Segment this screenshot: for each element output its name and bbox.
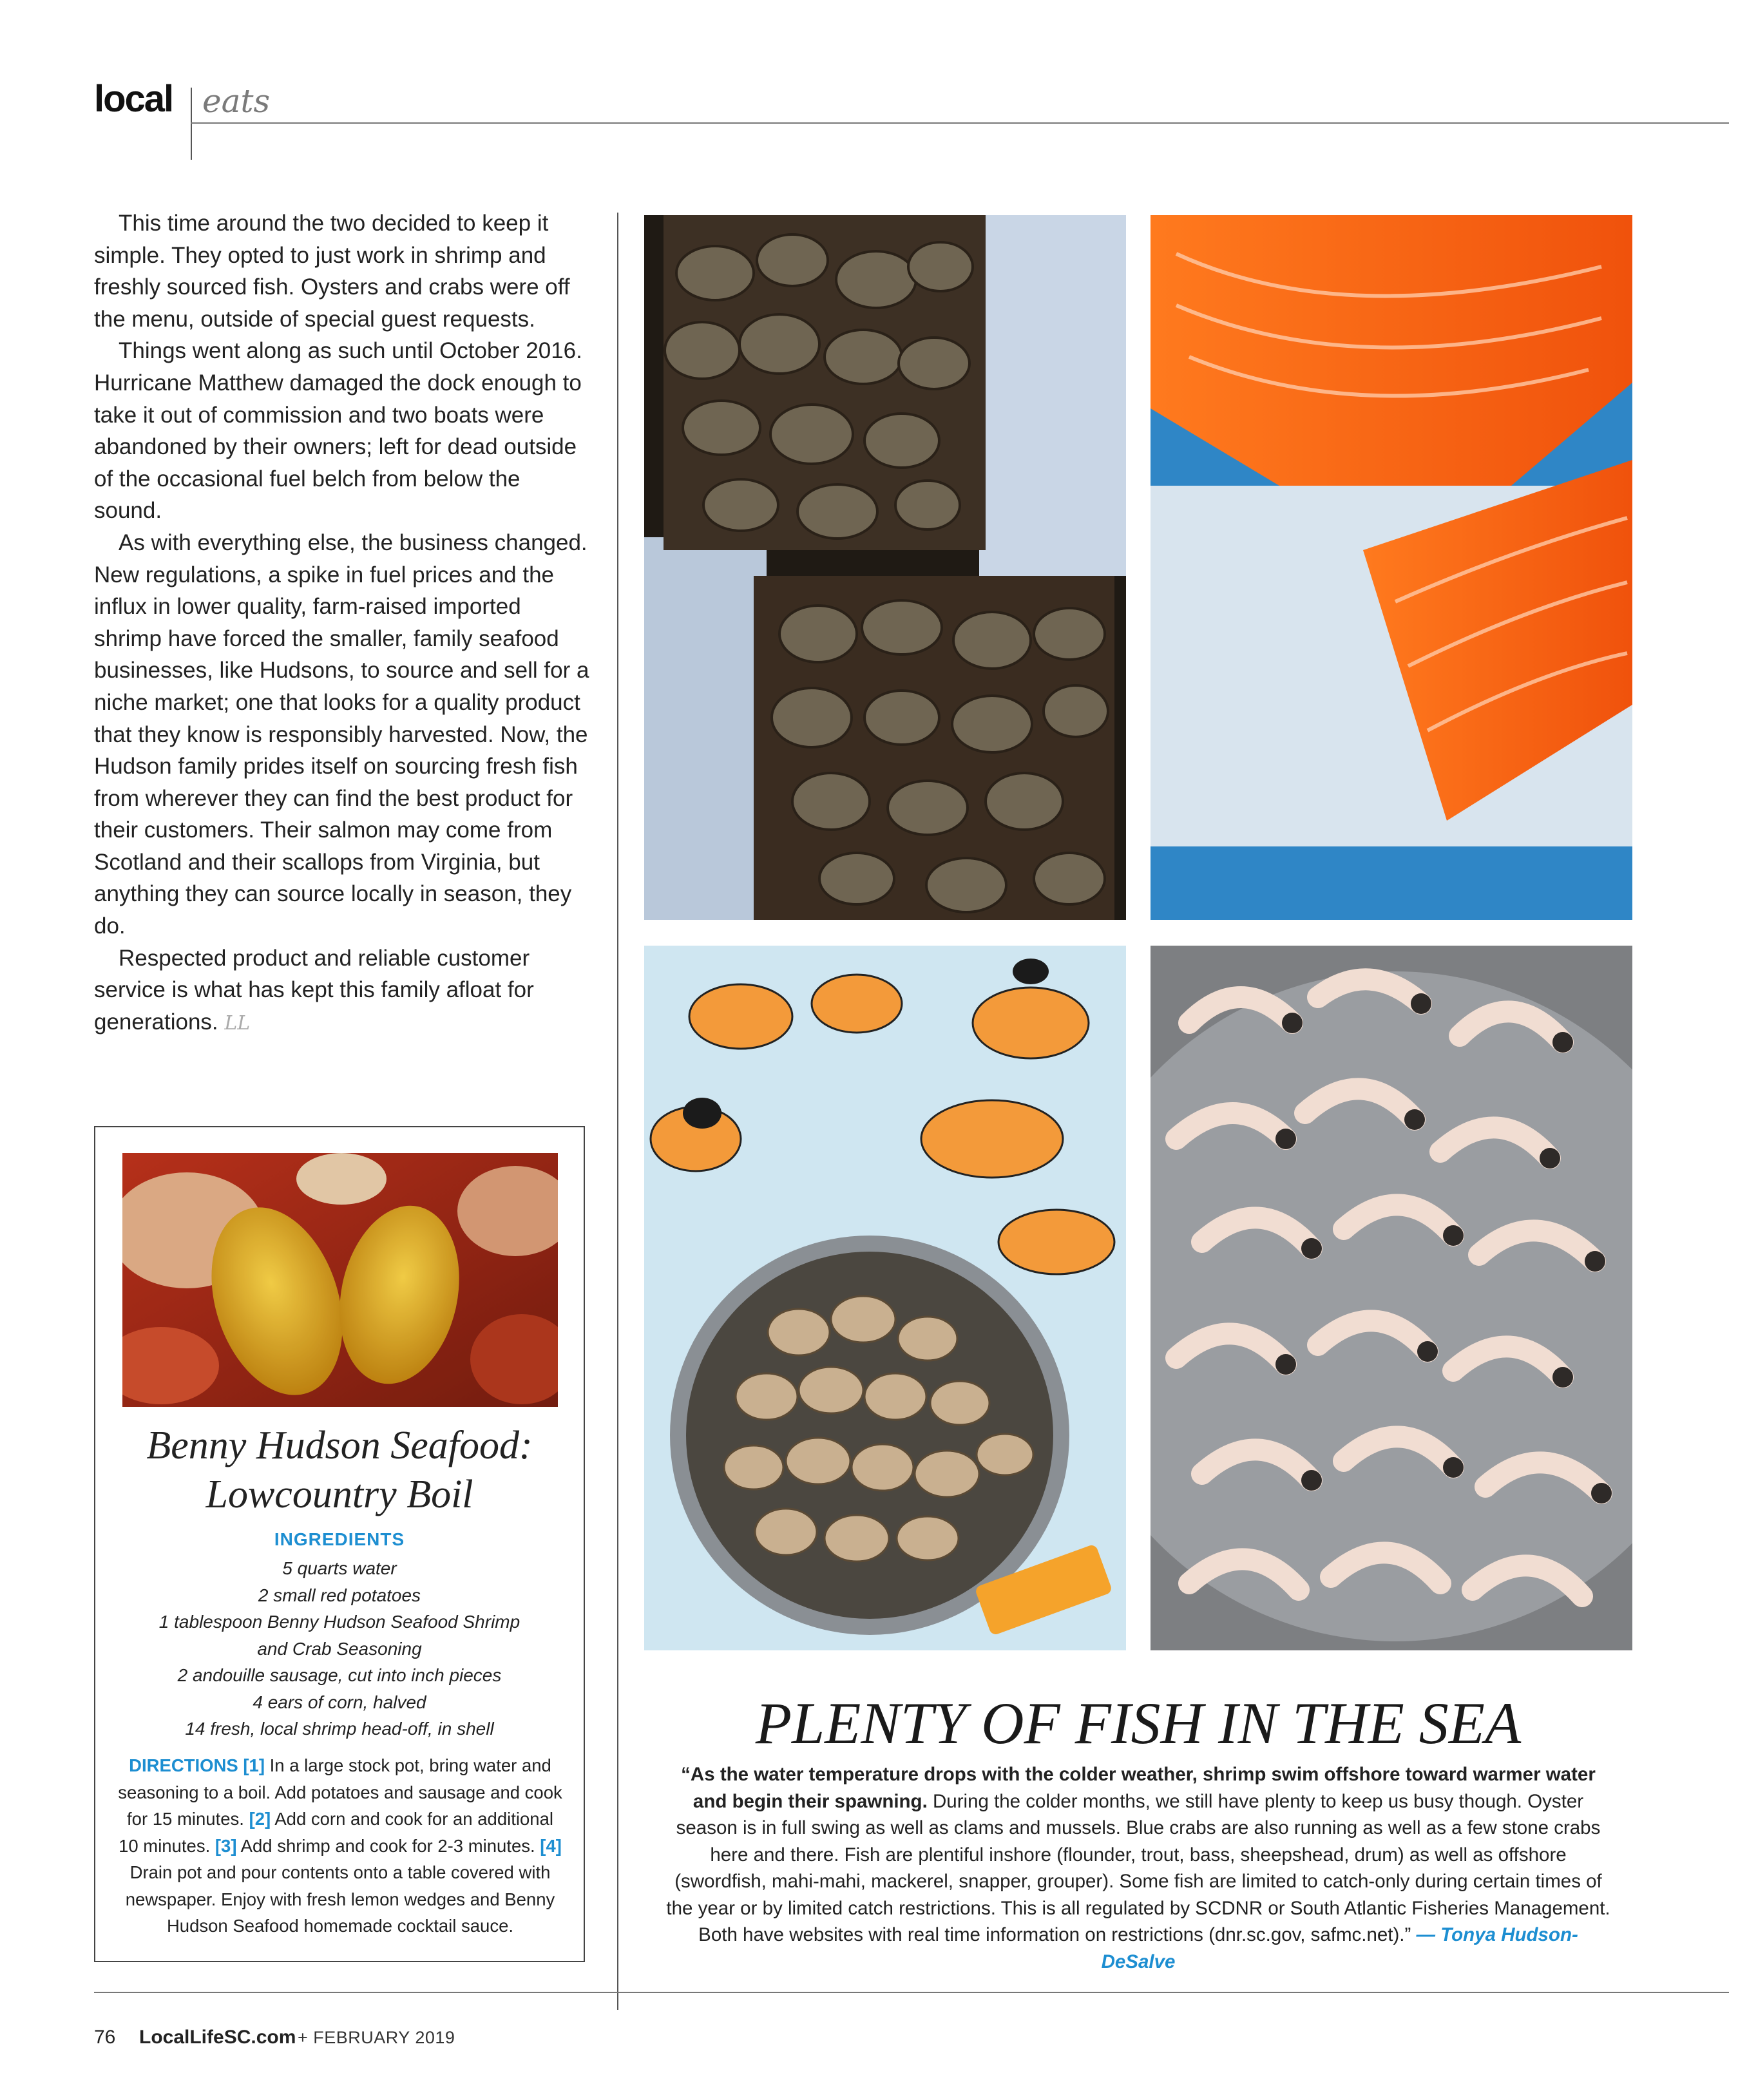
ingredients-heading: INGREDIENTS	[274, 1529, 405, 1549]
salmon-photo	[1151, 215, 1632, 920]
ingredient: 5 quarts water	[282, 1558, 397, 1578]
footer-rule	[94, 1992, 1729, 1993]
ingredient: 2 andouille sausage, cut into inch pieces	[177, 1665, 502, 1685]
recipe-title-line: Benny Hudson Seafood:	[146, 1424, 533, 1467]
step-text: Drain pot and pour contents onto a table covered with newspaper. Enjoy with fresh lemon wedges and Benny Hudson Seafood homemade cocktail sauce.	[125, 1862, 555, 1936]
ingredient: 2 small red potatoes	[258, 1585, 421, 1605]
directions	[115, 1752, 566, 1940]
step-number: [4]	[540, 1835, 562, 1856]
issue-date: + FEBRUARY 2019	[298, 2028, 455, 2047]
step-number: [1]	[243, 1755, 265, 1775]
paragraph: As with everything else, the business changed. New regulations, a spike in fuel prices and the influx in lower quality, farm-raised imported shrimp have forced the smaller, family seafood businesses, like Hudsons, to source and sell for a niche market; one that looks for a quality product that they know is responsibly harvested. Now, the Hudson family prides itself on sourcing fresh fish from wherever they can find the best product for their customers. Their salmon may come from Scotland and their scallops from Virginia, but anything they can source locally in season, they do.	[94, 530, 589, 939]
site-link[interactable]: LocalLifeSC.com	[139, 2027, 296, 2048]
ingredient: 1 tablespoon Benny Hudson Seafood Shrimp	[158, 1612, 520, 1632]
recipe-title	[110, 1421, 569, 1519]
page-number: 76	[94, 2027, 116, 2048]
section-label: eats	[202, 82, 271, 120]
header-rule	[191, 122, 1729, 124]
sidebar-quote	[664, 1761, 1613, 1975]
step-number: [3]	[215, 1835, 237, 1856]
ingredient: and Crab Seasoning	[257, 1638, 422, 1659]
column-divider	[617, 213, 618, 2010]
paragraph-text: Respected product and reliable customer service is what has kept this family afloat for generations.	[94, 945, 534, 1035]
quote-body: During the colder months, we still have plenty to keep us busy though. Oyster season is in full swing as well as clams and mussels. Blue crabs are also running as well as a few stone crabs here and there. Fish are plentiful inshore (flounder, trout, bass, sheepshead, drum) as well as offshore (swordfish, mahi-mahi, mackerel, snapper, grouper). Some fish are limited to catch-only during certain times of the year or by limited catch restrictions. This is all regulated by SCDNR or South Atlantic Fisheries Management. Both have websites with real time information on restrictions (dnr.sc.gov, safmc.net).”	[666, 1790, 1610, 1945]
paragraph-last	[94, 942, 590, 1040]
brand-logo: local	[94, 78, 173, 120]
step-text: Add corn and cook for an additional 10 minutes.	[119, 1809, 553, 1856]
article-body	[94, 207, 590, 1039]
end-mark: LL	[224, 1011, 251, 1035]
paragraph: This time around the two decided to keep it simple. They opted to just work in shrimp and freshly sourced fish. Oysters and crabs were off the menu, outside of special guest requests.	[94, 211, 570, 332]
quote-attribution: — Tonya Hudson-DeSalve	[1101, 1924, 1578, 1972]
header-divider	[191, 88, 192, 160]
ingredient: 14 fresh, local shrimp head-off, in shell	[185, 1719, 494, 1739]
step-text: Add shrimp and cook for 2-3 minutes.	[240, 1835, 535, 1856]
crabs-clams-photo	[644, 946, 1126, 1650]
shrimp-photo	[1151, 946, 1632, 1650]
quote-lead: “As the water temperature drops with the colder weather, shrimp swim offshore toward warmer water and begin their spawning.	[681, 1764, 1596, 1812]
directions-label: DIRECTIONS	[129, 1755, 238, 1775]
recipe-title-line: Lowcountry Boil	[205, 1473, 473, 1516]
ingredients-list	[110, 1555, 569, 1742]
sidebar-heading: PLENTY OF FISH IN THE SEA	[755, 1690, 1522, 1756]
lowcountry-boil-photo	[122, 1153, 558, 1407]
step-number: [2]	[249, 1809, 271, 1829]
paragraph: Things went along as such until October 2016. Hurricane Matthew damaged the dock enough to take it out of commission and two boats were abandoned by their owners; left for dead outside of the occasional fuel belch from below the sound.	[94, 338, 582, 524]
step-text: In a large stock pot, bring water and seasoning to a boil. Add potatoes and sausage and cook for 15 minutes.	[118, 1755, 562, 1829]
ingredient: 4 ears of corn, halved	[253, 1692, 426, 1712]
oysters-photo	[644, 215, 1126, 920]
